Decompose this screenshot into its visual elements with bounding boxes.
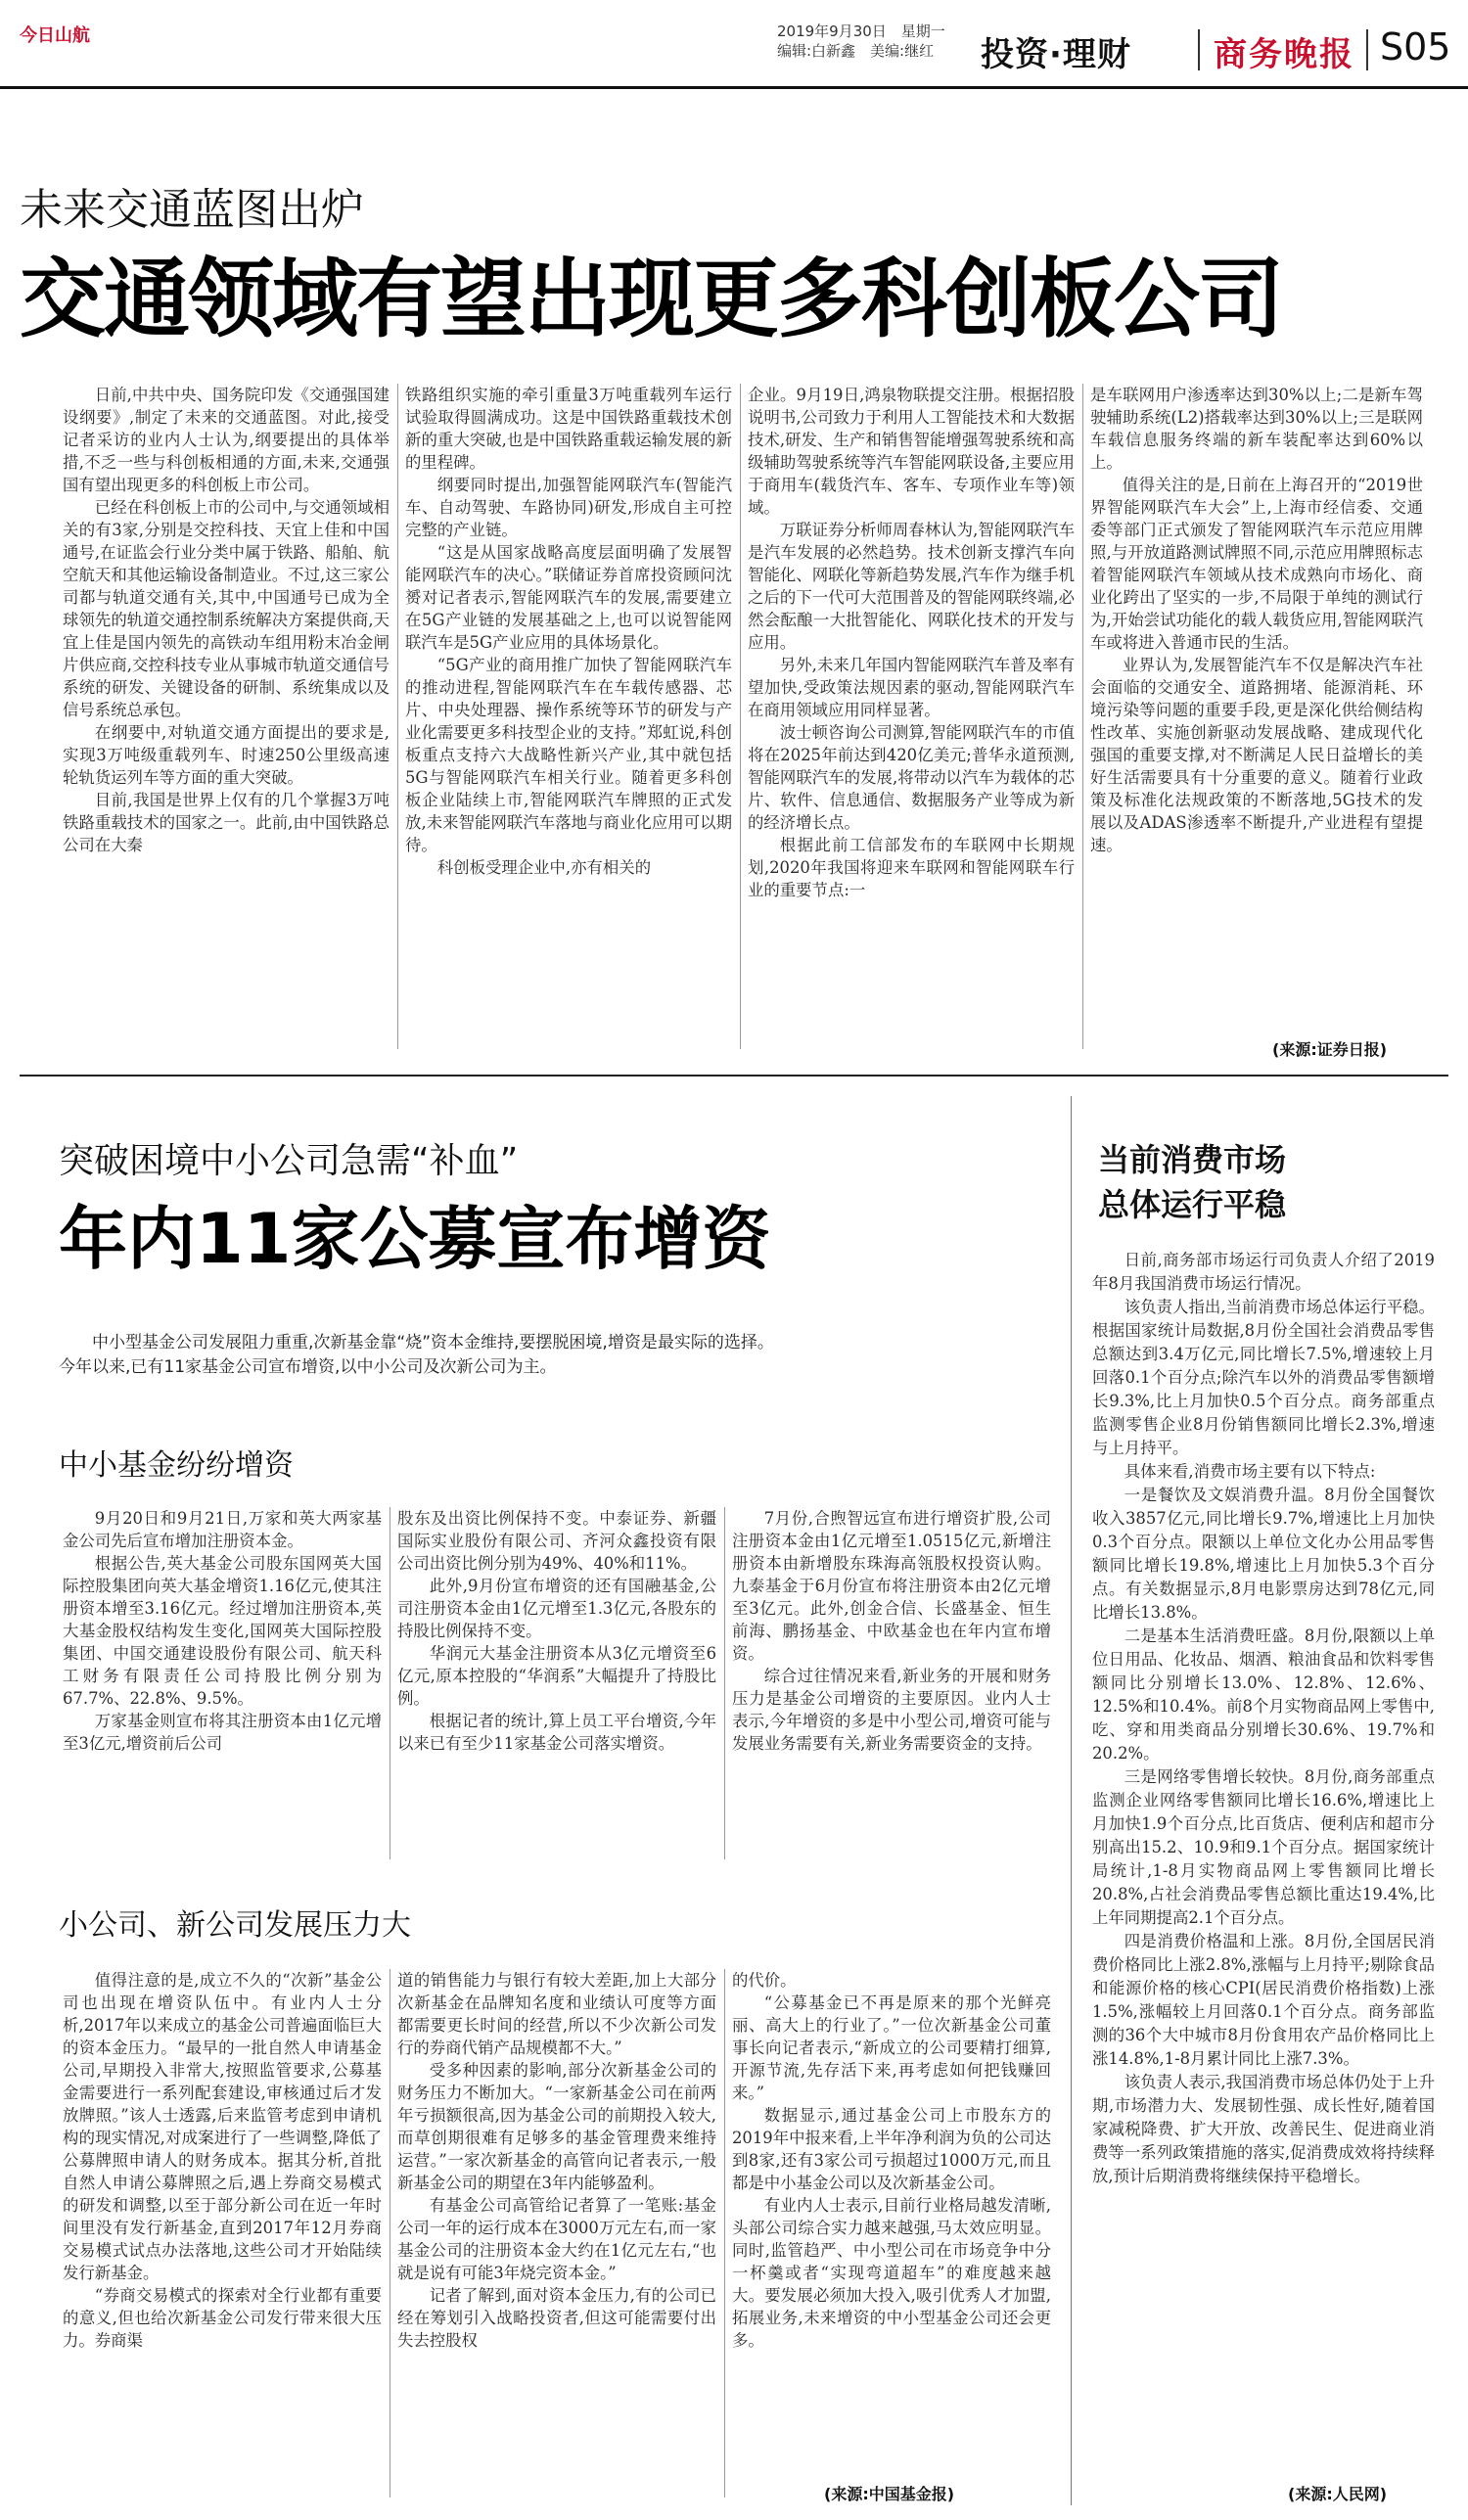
article3-body — [1092, 1249, 1435, 2478]
article2-source: (来源:中国基金报) — [824, 2485, 955, 2503]
paragraph: “公募基金已不再是原来的那个光鲜亮丽、高大上的行业了。”一位次新基金公司董事长向记者表示,“新成立的公司要精打细算,开源节流,先存活下来,再考虑如何把钱赚回来。” — [732, 1993, 1051, 2102]
headline-line: 当前消费市场 — [1098, 1141, 1287, 1178]
masthead-divider — [1366, 29, 1368, 70]
paragraph: 是车联网用户渗透率达到30%以上;二是新车驾驶辅助系统(L2)搭载率达到30%以上;三是联网车载信息服务终端的新车装配率达到60%以上。 — [1090, 386, 1423, 472]
column-divider — [1082, 384, 1083, 1049]
article2-s2-column-3 — [732, 1969, 1051, 2478]
paragraph: 值得关注的是,日前在上海召开的“2019世界智能网联汽车大会”上,上海市经信委、交通委等部门正式颁发了智能网联汽车示范应用牌照,与开放道路测试牌照不同,示范应用牌照标志着智能网联汽车领域从技术成熟向市场化、商业化跨出了坚实的一步,不局限于单纯的测试行为,开始尝试功能化的载人载货应用,智能网联汽车或将进入普通市民的生活。 — [1090, 476, 1423, 652]
article3-source: (来源:人民网) — [1288, 2485, 1388, 2503]
paragraph: 一是餐饮及文娱消费升温。8月份全国餐饮收入3857亿元,同比增长9.7%,增速比上月加快0.3个百分点。限额以上单位文化办公用品零售额同比增长19.8%,增速比上月加快5.3个百分点。有关数据显示,8月电影票房达到78亿元,同比增长13.8%。 — [1092, 1486, 1435, 1622]
paragraph: 四是消费价格温和上涨。8月份,全国居民消费价格同比上涨2.8%,涨幅与上月持平;剔除食品和能源价格的核心CPI(居民消费价格指数)上涨1.5%,涨幅较上月回落0.1个百分点。商务部监测的36个大中城市8月份食用农产品价格同比上涨14.8%,1-8月累计同比上涨7.3%。 — [1092, 1932, 1435, 2068]
paragraph: 数据显示,通过基金公司上市股东方的2019年中报来看,上半年净利润为负的公司达到8家,还有3家公司亏损超过1000万元,而且都是中小基金公司以及次新基金公司。 — [732, 2106, 1051, 2192]
paragraph: 有业内人士表示,目前行业格局越发清晰,头部公司综合实力越来越强,马太效应明显。同时,监管趋严、中小型公司在市场竞争中分一杯羹或者“实现弯道超车”的难度越来越大。要发展必须加大投入,吸引优秀人才加盟,拓展业务,未来增资的中小型基金公司还会更多。 — [732, 2196, 1051, 2350]
column-divider — [724, 1969, 725, 2497]
paragraph: 股东及出资比例保持不变。中泰证券、新疆国际实业股份有限公司、齐河众鑫投资有限公司出资比例分别为49%、40%和11%。 — [397, 1509, 716, 1573]
paragraph: “券商交易模式的探索对全行业都有重要的意义,但也给次新基金公司发行带来很大压力。券商渠 — [63, 2286, 382, 2350]
paragraph: 万联证券分析师周春林认为,智能网联汽车是汽车发展的必然趋势。技术创新支撑汽车向智能化、网联化等新趋势发展,汽车作为继手机之后的下一代可大范围普及的智能网联终端,必然会酝酿一大批智能化、网联化技术的开发与应用。 — [748, 521, 1075, 652]
article2-lead — [59, 1331, 1037, 1380]
article2-s1-column-2 — [397, 1507, 716, 1859]
section-rule — [20, 1075, 1448, 1077]
article2-headline: 年内11家公募宣布增资 — [59, 1199, 771, 1279]
article2-subhead-1: 中小基金纷纷增资 — [59, 1448, 294, 1483]
paragraph: 科创板受理企业中,亦有相关的 — [436, 858, 652, 877]
paragraph: 万家基金则宣布将其注册资本由1亿元增至3亿元,增资前后公司 — [63, 1712, 382, 1753]
paragraph: 此外,9月份宣布增资的还有国融基金,公司注册资本金由1亿元增至1.3亿元,各股东的持股比例保持不变。 — [397, 1577, 716, 1640]
page-number: S05 — [1380, 25, 1451, 69]
article2-s1-column-1 — [63, 1507, 382, 1859]
paragraph: 具体来看,消费市场主要有以下特点: — [1124, 1462, 1376, 1481]
paragraph: 铁路组织实施的牵引重量3万吨重载列车运行试验取得圆满成功。这是中国铁路重载技术创新的重大突破,也是中国铁路重载运输发展的新的里程碑。 — [405, 386, 732, 472]
article2-s2-column-1 — [63, 1969, 382, 2497]
paragraph: 二是基本生活消费旺盛。8月份,限额以上单位日用品、化妆品、烟酒、粮油食品和饮料零售额同比分别增长13.0%、12.8%、12.6%、12.5%和10.4%。前8个月实物商品网上零售中,吃、穿和用类商品分别增长30.6%、19.7%和20.2%。 — [1092, 1627, 1435, 1763]
lead-line: 今年以来,已有11家基金公司宣布增资,以中小公司及次新公司为主。 — [59, 1357, 557, 1377]
paragraph: 该负责人指出,当前消费市场总体运行平稳。根据国家统计局数据,8月份全国社会消费品零售总额达到3.4万亿元,同比增长7.5%,增速较上月回落0.1个百分点;除汽车以外的消费品零售额增长9.3%,比上月加快0.5个百分点。商务部重点监测零售企业8月份销售额同比增长2.3%,增速与上月持平。 — [1092, 1298, 1435, 1457]
column-divider — [724, 1507, 725, 1859]
edition-label: 今日山航 — [20, 25, 90, 46]
article1-column-3 — [748, 384, 1075, 1049]
paragraph: 目前,我国是世界上仅有的几个掌握3万吨铁路重载技术的国家之一。此前,由中国铁路总公司在大秦 — [63, 791, 390, 854]
editor-credit: 编辑:白新鑫 美编:继红 — [777, 42, 935, 60]
paragraph: 另外,未来几年国内智能网联汽车普及率有望加快,受政策法规因素的驱动,智能网联汽车在商用领域应用同样显著。 — [748, 656, 1075, 719]
article2-s2-column-2 — [397, 1969, 716, 2497]
article2-subhead-2: 小公司、新公司发展压力大 — [59, 1908, 411, 1943]
paragraph: 记者了解到,面对资本金压力,有的公司已经在筹划引入战略投资者,但这可能需要付出失去控股权 — [397, 2286, 716, 2350]
article1-source: (来源:证券日报) — [1272, 1040, 1388, 1059]
headline-line: 总体运行平稳 — [1098, 1186, 1287, 1223]
article1-column-1 — [63, 384, 390, 1049]
paragraph: 纲要同时提出,加强智能网联汽车(智能汽车、自动驾驶、车路协同)研发,形成自主可控完整的产业链。 — [405, 476, 732, 539]
newspaper-brand: 商务晚报 — [1214, 35, 1354, 74]
article2-kicker: 突破困境中小公司急需“补血” — [59, 1141, 519, 1181]
paragraph: 道的销售能力与银行有较大差距,加上大部分次新基金在品牌知名度和业绩认可度等方面都需要更长时间的经营,所以不少次新公司发行的券商代销产品规模都不大。” — [397, 1971, 716, 2057]
paragraph: 华润元大基金注册资本从3亿元增资至6亿元,原本控股的“华润系”大幅提升了持股比例。 — [397, 1644, 716, 1708]
paragraph: 9月20日和9月21日,万家和英大两家基金公司先后宣布增加注册资本金。 — [63, 1509, 382, 1550]
section-title: 投资·理财 — [981, 35, 1131, 74]
paragraph: 已经在科创板上市的公司中,与交通领域相关的有3家,分别是交控科技、天宜上佳和中国通号,在证监会行业分类中属于铁路、船舶、航空航天和其他运输设备制造业。不过,这三家公司都与轨道交通有关,其中,中国通号已成为全球领先的轨道交通控制系统解决方案提供商,天宜上佳是国内领先的高铁动车组用粉末冶金闸片供应商,交控科技专业从事城市轨道交通信号系统的研发、关键设备的研制、系统集成以及信号系统总承包。 — [63, 498, 390, 719]
paragraph: 该负责人表示,我国消费市场总体仍处于上升期,市场潜力大、发展韧性强、成长性好,随着国家减税降费、扩大开放、改善民生、促进商业消费等一系列政策措施的落实,促消费成效将持续释放,预计后期消费将继续保持平稳增长。 — [1092, 2073, 1435, 2185]
masthead-divider — [1198, 29, 1200, 70]
issue-date: 2019年9月30日 星期一 — [777, 23, 945, 40]
article1-column-2 — [405, 384, 732, 1049]
sidebar-divider — [1071, 1096, 1072, 2505]
article1-column-4 — [1090, 384, 1423, 1031]
paragraph: 值得注意的是,成立不久的“次新”基金公司也出现在增资队伍中。有业内人士分析,2017年以来成立的基金公司普遍面临巨大的资本金压力。“最早的一批自然人申请基金公司,早期投入非常大,按照监管要求,公募基金需要进行一系列配套建设,审核通过后才发放牌照。”该人士透露,后来监管考虑到申请机构的现实情况,对成案进行了一些调整,降低了公募牌照申请人的财务成本。据其分析,首批自然人申请公募牌照之后,遇上券商交易模式的研发和调整,以至于部分新公司在近一年时间里没有发行新基金,直到2017年12月券商交易模式试点办法落地,这些公司才开始陆续发行新基金。 — [63, 1971, 382, 2282]
paragraph: 7月份,合煦智远宣布进行增资扩股,公司注册资本金由1亿元增至1.0515亿元,新增注册资本由新增股东珠海高瓴股权投资认购。九泰基金于6月份宣布将注册资本由2亿元增至3亿元。此外,创金合信、长盛基金、恒生前海、鹏扬基金、中欧基金也在年内宣布增资。 — [732, 1509, 1051, 1663]
lead-line: 中小型基金公司发展阻力重重,次新基金靠“烧”资本金维持,要摆脱困境,增资是最实际的选择。 — [92, 1333, 774, 1352]
paragraph: 日前,商务部市场运行司负责人介绍了2019年8月我国消费市场运行情况。 — [1092, 1251, 1435, 1293]
paragraph: 业界认为,发展智能汽车不仅是解决汽车社会面临的交通安全、道路拥堵、能源消耗、环境污染等问题的重要手段,更是深化供给侧结构性改革、实施创新驱动发展战略、建成现代化强国的重要支撑,对不断满足人民日益增长的美好生活需要具有十分重要的意义。随着行业政策及标准化法规政策的不断落地,5G技术的发展以及ADAS渗透率不断提升,产业进程有望提速。 — [1090, 656, 1423, 854]
column-divider — [397, 384, 398, 1049]
paragraph: 企业。9月19日,鸿泉物联提交注册。根据招股说明书,公司致力于利用人工智能技术和大数据技术,研发、生产和销售智能增强驾驶系统和高级辅助驾驶系统等汽车智能网联设备,主要应用于商用车(载货汽车、客车、专项作业车等)领域。 — [748, 386, 1075, 517]
paragraph: 在纲要中,对轨道交通方面提出的要求是,实现3万吨级重载列车、时速250公里级高速轮轨货运列车等方面的重大突破。 — [63, 723, 390, 787]
paragraph: 波士顿咨询公司测算,智能网联汽车的市值将在2025年前达到420亿美元;普华永道预测,智能网联汽车的发展,将带动以汽车为载体的芯片、软件、信息通信、数据服务产业等成为新的经济增长点。 — [748, 723, 1075, 832]
paragraph: 有基金公司高管给记者算了一笔账:基金公司一年的运行成本在3000万元左右,而一家基金公司的注册资本金大约在1亿元左右,“也就是说有可能3年烧完资本金。” — [397, 2196, 716, 2282]
paragraph: 综合过往情况来看,新业务的开展和财务压力是基金公司增资的主要原因。业内人士表示,今年增资的多是中小型公司,增资可能与发展业务需要有关,新业务需要资金的支持。 — [732, 1667, 1051, 1753]
masthead-rule — [0, 86, 1468, 89]
paragraph: 根据公告,英大基金公司股东国网英大国际控股集团向英大基金增资1.16亿元,使其注册资本增至3.16亿元。经过增加注册资本,英大基金股权结构发生变化,国网英大国际控股集团、中国交通建设股份有限公司、航天科工财务有限责任公司持股比例分别为67.7%、22.8%、9.5%。 — [63, 1554, 382, 1708]
paragraph: 根据记者的统计,算上员工平台增资,今年以来已有至少11家基金公司落实增资。 — [397, 1712, 716, 1753]
paragraph: 三是网络零售增长较快。8月份,商务部重点监测企业网络零售额同比增长16.6%,增速比上月加快1.9个百分点,比百货店、便利店和超市分别高出15.2、10.9和9.1个百分点。据国家统计局统计,1-8月实物商品网上零售额同比增长20.8%,占社会消费品零售总额比重达19.4%,比上年同期提高2.1个百分点。 — [1092, 1767, 1435, 1927]
article3-headline — [1098, 1137, 1286, 1227]
column-divider — [740, 384, 741, 1049]
paragraph: 的代价。 — [732, 1971, 797, 1990]
paragraph: 根据此前工信部发布的车联网中长期规划,2020年我国将迎来车联网和智能网联车行业的重要节点:一 — [748, 836, 1075, 899]
paragraph: “5G产业的商用推广加快了智能网联汽车的推动进程,智能网联汽车在车载传感器、芯片、中央处理器、操作系统等环节的研发与产业化需要更多科技型企业的支持。”郑虹说,科创板重点支持六大战略性新兴产业,其中就包括5G与智能网联汽车相关行业。随着更多科创板企业陆续上市,智能网联汽车牌照的正式发放,未来智能网联汽车落地与商业化应用可以期待。 — [405, 656, 732, 854]
paragraph: “这是从国家战略高度层面明确了发展智能网联汽车的决心。”联储证券首席投资顾问沈赟对记者表示,智能网联汽车的发展,需要建立在5G产业链的发展基础之上,也可以说智能网联汽车是5G产业应用的具体场景化。 — [405, 543, 732, 652]
paragraph: 日前,中共中央、国务院印发《交通强国建设纲要》,制定了未来的交通蓝图。对此,接受记者采访的业内人士认为,纲要提出的具体举措,不乏一些与科创板相通的方面,未来,交通强国有望出现更多的科创板上市公司。 — [63, 386, 390, 494]
issue-info — [777, 22, 983, 61]
paragraph: 受多种因素的影响,部分次新基金公司的财务压力不断加大。“一家新基金公司在前两年亏损额很高,因为基金公司的前期投入较大,而草创期很难有足够多的基金管理费来维持运营。”一家次新基金的高管向记者表示,一般新基金公司的期望在3年内能够盈利。 — [397, 2061, 716, 2192]
article1-headline: 交通领域有望出现更多科创板公司 — [20, 249, 1283, 349]
article1-kicker: 未来交通蓝图出炉 — [20, 185, 364, 235]
article2-s1-column-3 — [732, 1507, 1051, 1859]
